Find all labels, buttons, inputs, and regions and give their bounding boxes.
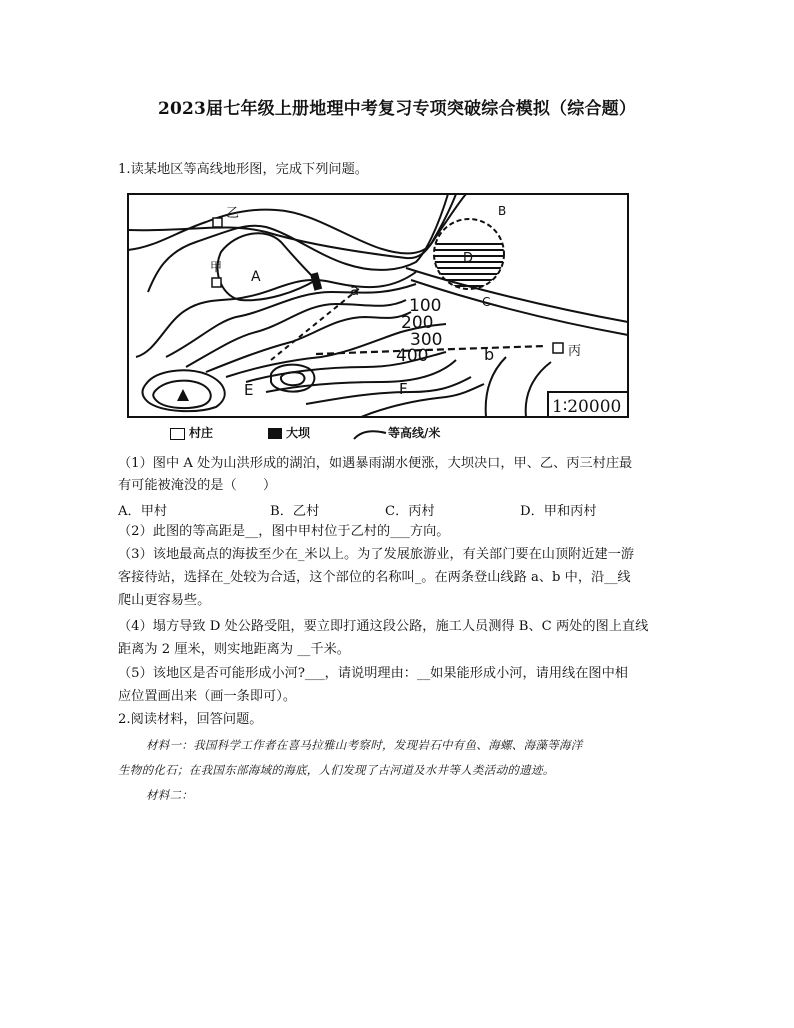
- label-yi: 乙: [226, 206, 240, 221]
- q1-part3-line3: 爬山更容易些。: [118, 593, 211, 608]
- legend-dam-label: 大坝: [286, 426, 311, 440]
- label-jia: 甲: [210, 260, 223, 274]
- option-a: A．甲村: [118, 504, 168, 519]
- label-A: A: [251, 269, 261, 285]
- contour-legend-icon: [352, 427, 388, 441]
- q1-part3-line1: （3）该地最高点的海拔至少在_米以上。为了发展旅游业，有关部门要在山顶附近建一游: [118, 547, 635, 562]
- legend-dam: [268, 424, 310, 441]
- label-C: C: [482, 295, 491, 309]
- contour-label-300: 300: [410, 330, 443, 350]
- contour-label-100: 100: [409, 296, 442, 316]
- village-bing: [553, 343, 563, 353]
- legend-village: [170, 424, 213, 441]
- route-a: [271, 287, 361, 360]
- option-d: D．甲和丙村: [520, 504, 597, 519]
- contour-map: [126, 192, 631, 420]
- question-2-intro: 2.阅读材料，回答问题。: [118, 712, 263, 727]
- label-D: D: [463, 251, 474, 266]
- question-1-intro: 1.读某地区等高线地形图，完成下列问题。: [118, 162, 368, 177]
- q1-part2: （2）此图的等高距是__，图中甲村位于乙村的___方向。: [118, 524, 450, 539]
- q1-part1-line1: （1）图中 A 处为山洪形成的湖泊，如遇暴雨湖水便涨，大坝决口，甲、乙、丙三村庄最: [118, 456, 633, 471]
- option-b: B．乙村: [270, 504, 320, 519]
- legend-contour-label: 等高线/米: [388, 426, 441, 440]
- village-jia: [212, 278, 221, 287]
- material-1-line2: 生物的化石；在我国东部海域的海底，人们发现了古河道及水井等人类活动的遗迹。: [118, 763, 555, 777]
- q1-part5-line2: 应位置画出来（画一条即可）。: [118, 689, 297, 704]
- village-yi: [213, 218, 222, 227]
- page-title: 2023届七年级上册地理中考复习专项突破综合模拟（综合题）: [157, 99, 637, 119]
- label-F: F: [399, 380, 408, 398]
- village-legend-icon: [170, 428, 185, 440]
- label-B: B: [498, 204, 507, 218]
- legend-contour: [352, 424, 440, 441]
- contour-label-200: 200: [401, 313, 434, 333]
- label-bing: 丙: [568, 344, 582, 359]
- legend-village-label: 村庄: [189, 426, 214, 440]
- option-c: C．丙村: [385, 504, 435, 519]
- dam-legend-icon: [268, 428, 282, 439]
- contour-label-400: 400: [396, 346, 429, 366]
- label-E: E: [244, 381, 254, 399]
- peak-triangle: [177, 389, 189, 401]
- q1-part3-line2: 客接待站，选择在_处较为合适，这个部位的名称叫_。在两条登山线路 a、b 中，沿__线: [118, 570, 631, 585]
- label-route-a: a: [350, 281, 360, 299]
- material-1-line1: 材料一：我国科学工作者在喜马拉雅山考察时，发现岩石中有鱼、海螺、海藻等海洋: [146, 738, 583, 752]
- label-route-b: b: [484, 345, 495, 364]
- material-2-heading: 材料二：: [146, 788, 194, 802]
- q1-part1-line2: 有可能被淹没的是（ ）: [118, 478, 277, 493]
- q1-part4-line2: 距离为 2 厘米，则实地距离为 __千米。: [118, 642, 350, 657]
- q1-part4-line1: （4）塌方导致 D 处公路受阻，要立即打通这段公路，施工人员测得 B、C 两处的图上直线: [118, 619, 649, 634]
- scale-text: 1∶20000: [552, 397, 622, 417]
- q1-part5-line1: （5）该地区是否可能形成小河?___，请说明理由：__如果能形成小河，请用线在图中相: [118, 666, 628, 681]
